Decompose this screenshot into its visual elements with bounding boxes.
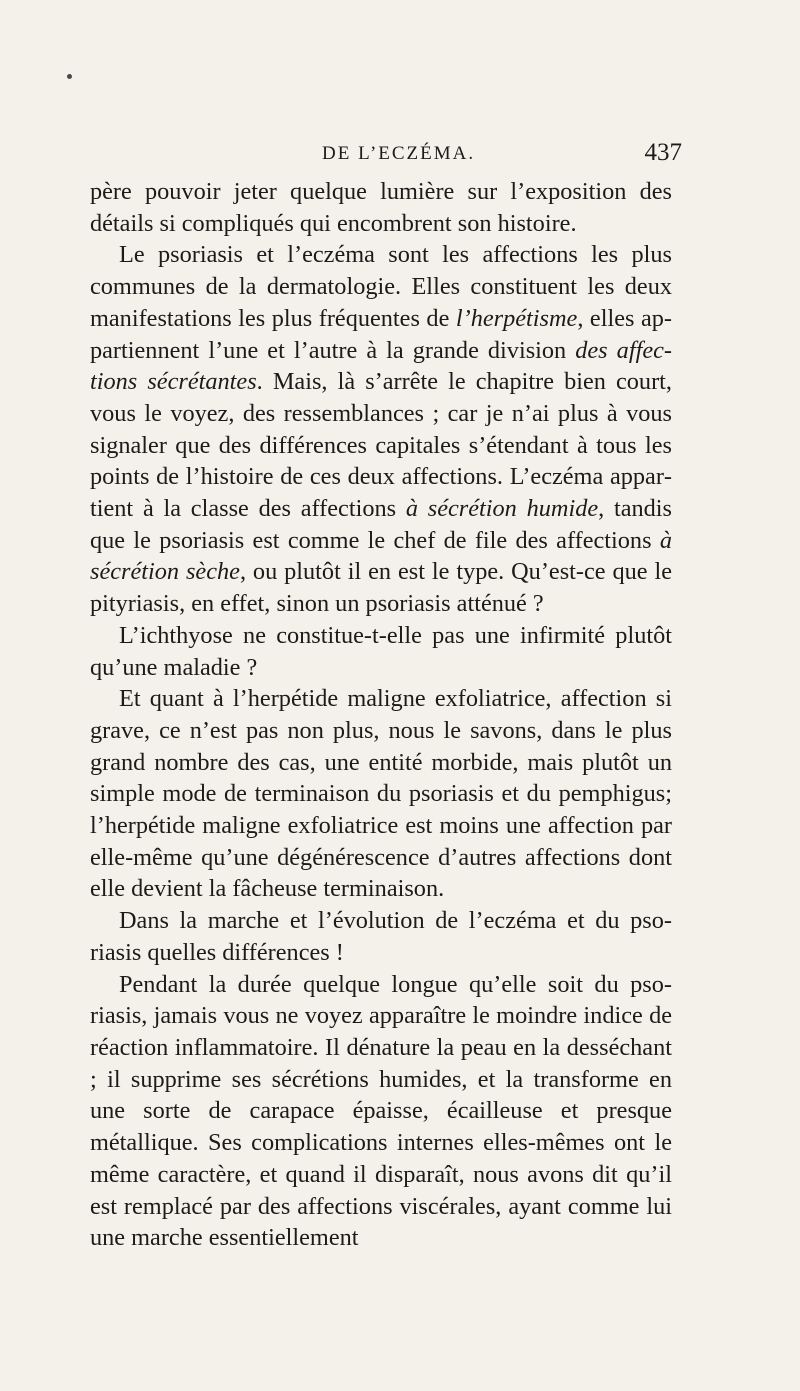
italic-segment: des affections sécrétantes [90, 336, 672, 396]
text-segment: , ou plutôt il en est le type. Qu’est-ce que le pityriasis, en effet, sinon un psoriasis atténué ? [90, 558, 672, 618]
paragraph [90, 969, 672, 1254]
text-segment: . Mais, là s’arrête le chapitre bien court, vous le voyez, des ressemblances ; car je n’ai plus à vous signaler que des différences capitales s’étendant à tous les points de l’histoire de ces deux affections. L’eczéma appartient à la classe des affections [90, 368, 672, 523]
text-segment: père pouvoir jeter quelque lumière sur l’exposition des détails si compliqués qui encombrent son histoire. [90, 178, 672, 237]
italic-segment: à sécrétion humide [405, 495, 599, 523]
paragraph [90, 176, 672, 239]
text-segment: Le psoriasis et l’eczéma sont les affections les plus communes de la dermatologie. Elles constituent les deux manifestations les plus fréquentes de [90, 241, 672, 332]
text-segment: Pendant la durée quelque longue qu’elle soit du psoriasis, jamais vous ne voyez apparaître le moindre indice de réaction inflammatoire. Il dénature la peau en la desséchant ; il supprime ses sécrétions humides, et la transforme en une sorte de carapace épaisse, écailleuse et presque métallique. Ses complications internes elles-mêmes ont le même caractère, et quand il disparaît, nous avons dit qu’il est remplacé par des affections viscérales, ayant comme lui une marche essentiellement [90, 970, 672, 1252]
paragraph [90, 683, 672, 905]
running-head [90, 139, 682, 173]
paragraph [90, 239, 672, 619]
italic-segment: à sécrétion sèche [90, 526, 672, 586]
paper-speck [67, 74, 72, 79]
text-segment: Dans la marche et l’évolution de l’eczéma et du psoriasis quelles différences ! [90, 907, 672, 966]
text-segment: , elles appartiennent l’une et l’autre à la grande division [90, 304, 672, 364]
text-segment: L’ichthyose ne constitue-t-elle pas une infirmité plutôt qu’une maladie ? [90, 621, 672, 681]
running-title: DE L’ECZÉMA. [322, 143, 476, 164]
text-segment: Et quant à l’herpétide maligne exfoliatrice, affection si grave, ce n’est pas non plus, nous le savons, dans le plus grand nombre des cas, une entité morbide, mais plutôt un simple mode de terminaison du psoriasis et du pemphigus; l’herpétide maligne exfoliatrice est moins une affection par elle-même qu’une dégénérescence d’autres affections dont elle devient la fâcheuse terminaison. [90, 685, 672, 903]
paragraph [90, 905, 672, 968]
italic-segment: l’herpétisme [455, 304, 578, 332]
body-text [90, 176, 672, 1254]
page-number: 437 [644, 139, 682, 166]
text-segment: , tandis que le psoriasis est comme le chef de file des affections [90, 495, 673, 554]
paragraph [90, 620, 672, 683]
